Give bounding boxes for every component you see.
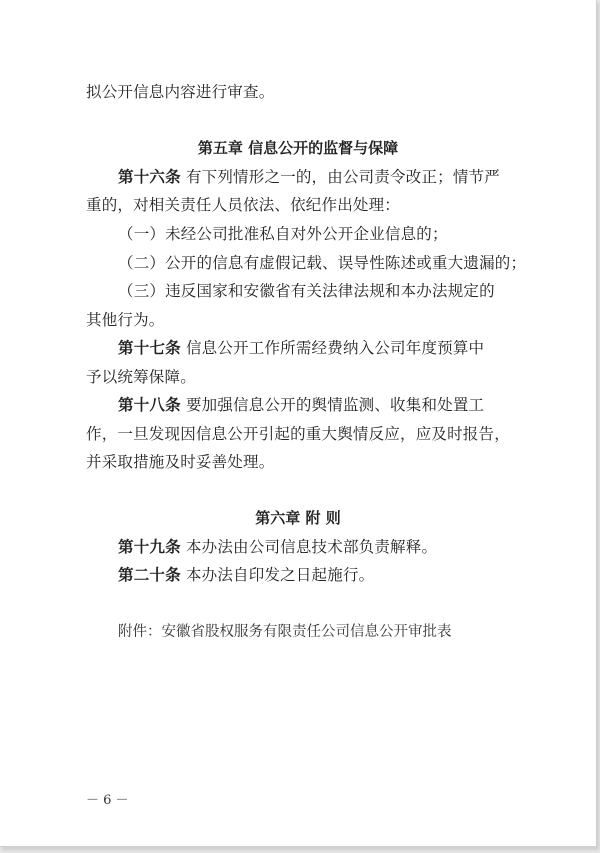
article-17-label: 第十七条 [118,339,181,357]
article-20-label: 第二十条 [118,566,181,584]
article-18-text-1: 要加强信息公开的舆情监测、收集和处置工 [180,396,485,414]
chapter-5-heading: 第五章 信息公开的监督与保障 [197,139,399,157]
article-16-label: 第十六条 [118,168,181,186]
article-20-line [118,565,374,585]
article-18-line-3: 并采取措施及时妥善处理。 [86,453,275,471]
article-18-label: 第十八条 [118,396,181,414]
article-17-line-1 [118,338,484,358]
article-19-line [118,537,437,557]
article-16-line-2: 重的，对相关责任人员依法、依纪作出处理： [86,196,401,214]
chapter-6-heading: 第六章 附 则 [255,509,341,527]
intro-line: 拟公开信息内容进行审查。 [86,83,275,101]
article-19-label: 第十九条 [118,538,181,556]
article-16-item-2: （二）公开的信息有虚假记载、误导性陈述或重大遗漏的； [118,254,527,272]
article-19-text: 本办法由公司信息技术部负责解释。 [180,538,438,556]
article-16-text-1: 有下列情形之一的，由公司责令改正；情节严 [180,168,500,186]
page-number: － 6 － [86,793,129,808]
article-18-line-1 [118,395,484,415]
article-16-item-3-line-1: （三）违反国家和安徽省有关法律法规和本办法规定的 [118,282,495,300]
article-16-item-3-line-2: 其他行为。 [86,311,165,329]
attachment-note: 附件：安徽省股权服务有限责任公司信息公开审批表 [118,624,452,640]
article-17-text-1: 信息公开工作所需经费纳入公司年度预算中 [180,339,485,357]
article-20-text: 本办法自印发之日起施行。 [180,566,375,584]
article-16-item-1: （一）未经公司批准私自对外公开企业信息的； [118,225,448,243]
article-18-line-2: 作，一旦发现因信息公开引起的重大舆情反应，应及时报告， [86,425,510,443]
article-17-line-2: 予以统筹保障。 [86,368,196,386]
article-16-line-1 [118,167,500,187]
